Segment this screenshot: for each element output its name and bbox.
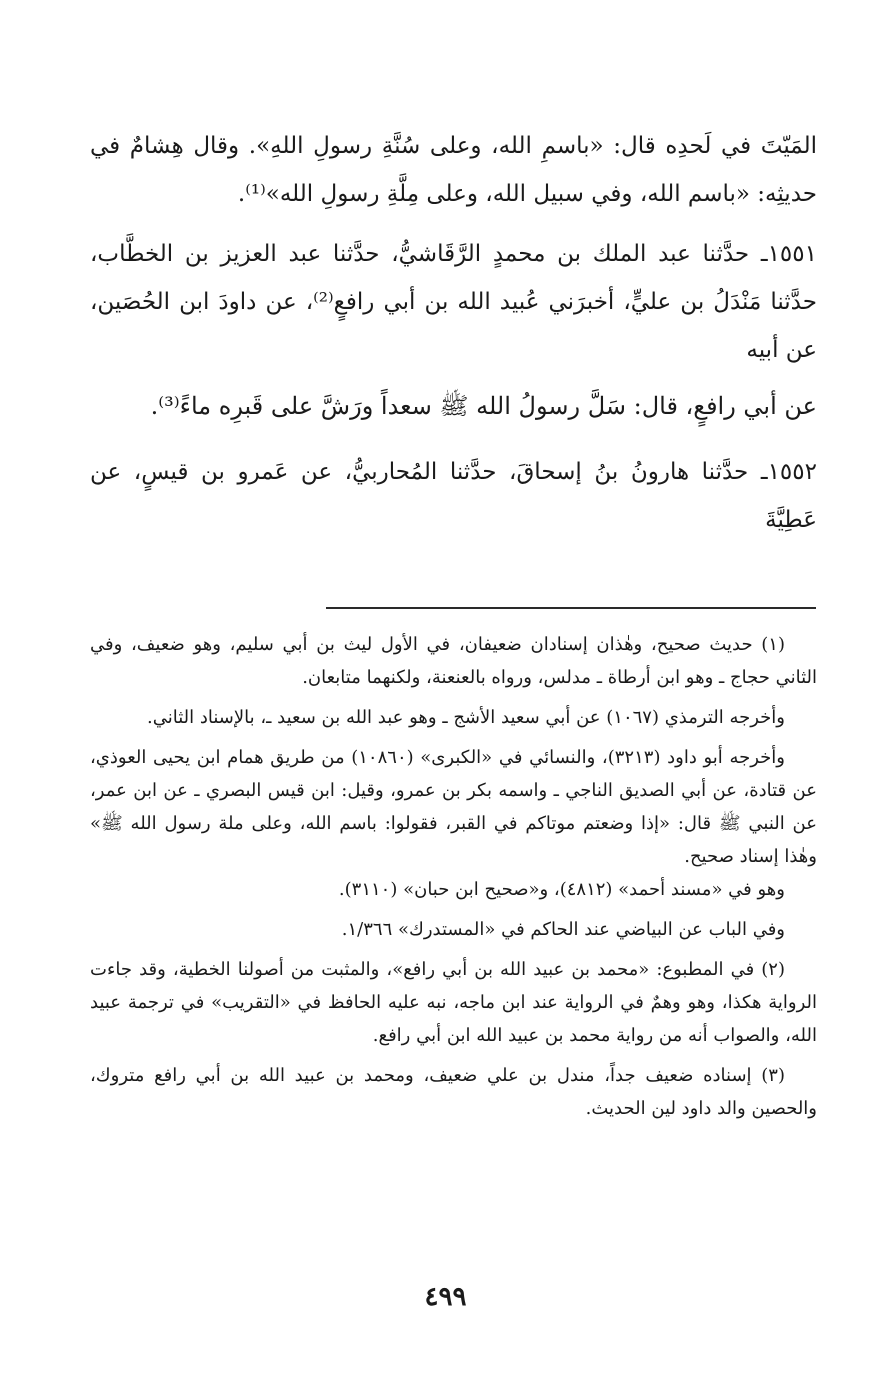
footnote-1-mustadrak: وفي الباب عن البياضي عند الحاكم في «المستدرك» ١/٣٦٦.: [341, 919, 785, 940]
footnote-3: (٣) إسناده ضعيف جداً، مندل بن علي ضعيف، ومحمد بن عبيد الله بن أبي رافع متروك، والحصين والد داود لين الحديث.: [90, 1065, 817, 1119]
page-number: ٤٩٩: [424, 1282, 467, 1312]
footnote-2: (٢) في المطبوع: «محمد بن عبيد الله بن أبي رافع»، والمثبت من أصولنا الخطية، وقد جاءت الرواية هكذا، وهو وهمٌ في الرواية عند ابن ماجه، نبه عليه الحافظ في «التقريب» في ترجمة عبيد الله، والصواب أنه من رواية محمد بن عبيد الله ابن أبي رافع.: [90, 959, 817, 1046]
footnote-1-musnad: وهو في «مسند أحمد» (٤٨١٢)، و«صحيح ابن حبان» (٣١١٠).: [338, 879, 785, 900]
paragraph-continuation: المَيّتَ في لَحدِه قال: «باسمِ الله، وعلى سُنَّةِ رسولِ اللهِ». وقال هِشامٌ في حديثِه: «باسم الله، وفي سبيل الله، وعلى مِلَّةِ رسولِ الله»⁽¹⁾.: [90, 133, 817, 207]
hadith-1552-isnad: ١٥٥٢ـ حدَّثنا هارونُ بنُ إسحاقَ، حدَّثنا المُحاربيُّ، عن عَمرو بن قيسٍ، عن عَطِيَّةَ: [90, 459, 817, 533]
hadith-1551-isnad: ١٥٥١ـ حدَّثنا عبد الملك بن محمدٍ الرَّقَاشيُّ، حدَّثنا عبد العزيز بن الخطَّاب، حدَّثنا مَنْدَلُ بن عليٍّ، أخبرَني عُبيد الله بن أبي رافعٍ⁽²⁾، عن داودَ ابن الحُصَين، عن أبيه: [90, 241, 817, 363]
footnote-1-abu-dawud: وأخرجه أبو داود (٣٢١٣)، والنسائي في «الكبرى» (١٠٨٦٠) من طريق همام ابن يحيى العوذي، عن قتادة، عن أبي الصديق الناجي ـ واسمه بكر بن عمرو، وقيل: ابن قيس البصري ـ عن ابن عمر، عن النبي ﷺ قال: «إذا وضعتم موتاكم في القبر، فقولوا: باسم الله، وعلى ملة رسول الله ﷺ» وهٰذا إسناد صحيح.: [90, 747, 817, 867]
footnote-separator: [326, 607, 816, 609]
main-text: [90, 122, 817, 544]
footnote-1: (١) حديث صحيح، وهٰذان إسنادان ضعيفان، في الأول ليث بن أبي سليم، وهو ضعيف، وفي الثاني حجاج ـ وهو ابن أرطاة ـ مدلس، ورواه بالعنعنة، ولكنهما متابعان.: [90, 634, 817, 688]
footnote-1-tirmidhi: وأخرجه الترمذي (١٠٦٧) عن أبي سعيد الأشج ـ وهو عبد الله بن سعيد ـ، بالإسناد الثاني.: [147, 707, 785, 728]
hadith-1551-matn: عن أبي رافعٍ، قال: سَلَّ رسولُ الله ﷺ سعداً ورَشَّ على قَبرِه ماءً⁽³⁾.: [150, 392, 817, 420]
footnotes: [90, 628, 817, 1125]
